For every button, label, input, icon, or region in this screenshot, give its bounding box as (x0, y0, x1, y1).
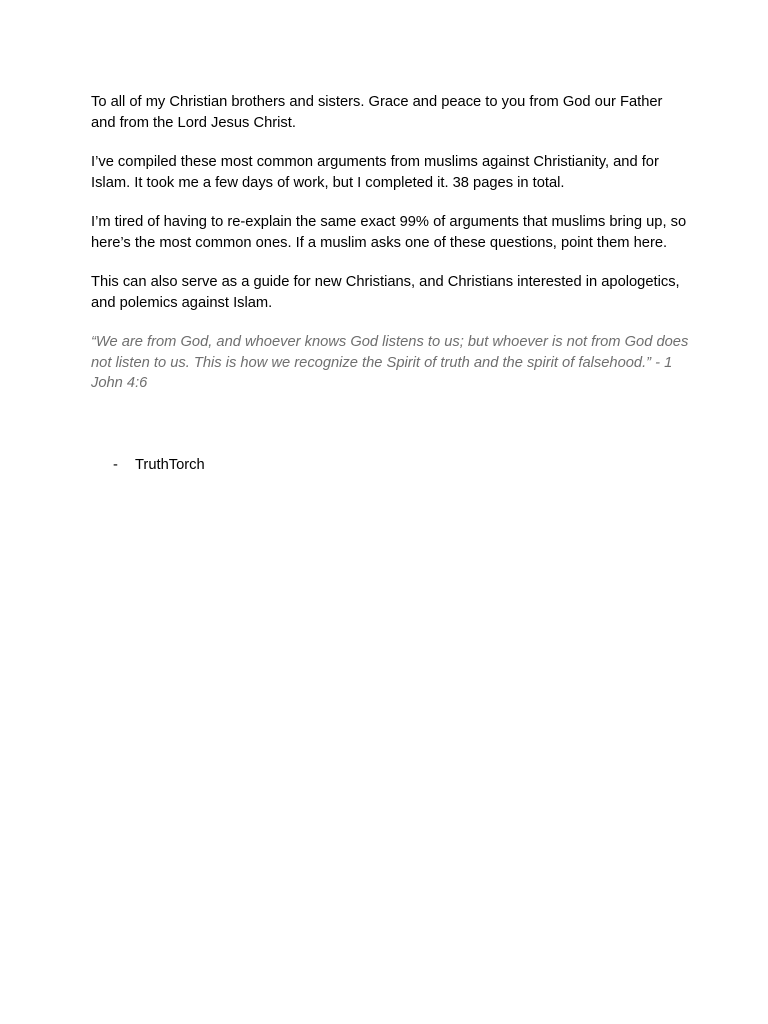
guide-paragraph: This can also serve as a guide for new Christians, and Christians interested in apologetics, and polemics against Islam. (91, 274, 680, 311)
compilation-paragraph: I’ve compiled these most common arguments from muslims against Christianity, and for Islam. It took me a few days of work, but I completed it. 38 pages in total. (91, 154, 659, 191)
signature-line (91, 455, 391, 476)
document-body (91, 92, 691, 394)
signature-name: TruthTorch (135, 457, 205, 473)
signature-bullet: - (113, 457, 118, 473)
greeting-paragraph: To all of my Christian brothers and sisters. Grace and peace to you from God our Father and from the Lord Jesus Christ. (91, 94, 663, 131)
scripture-quote: “We are from God, and whoever knows God listens to us; but whoever is not from God does not listen to us. This is how we recognize the Spirit of truth and the spirit of falsehood.” - 1 John 4:6 (91, 334, 689, 391)
motivation-paragraph: I’m tired of having to re-explain the same exact 99% of arguments that muslims bring up, so here’s the most common ones. If a muslim asks one of these questions, point them here. (91, 214, 687, 251)
